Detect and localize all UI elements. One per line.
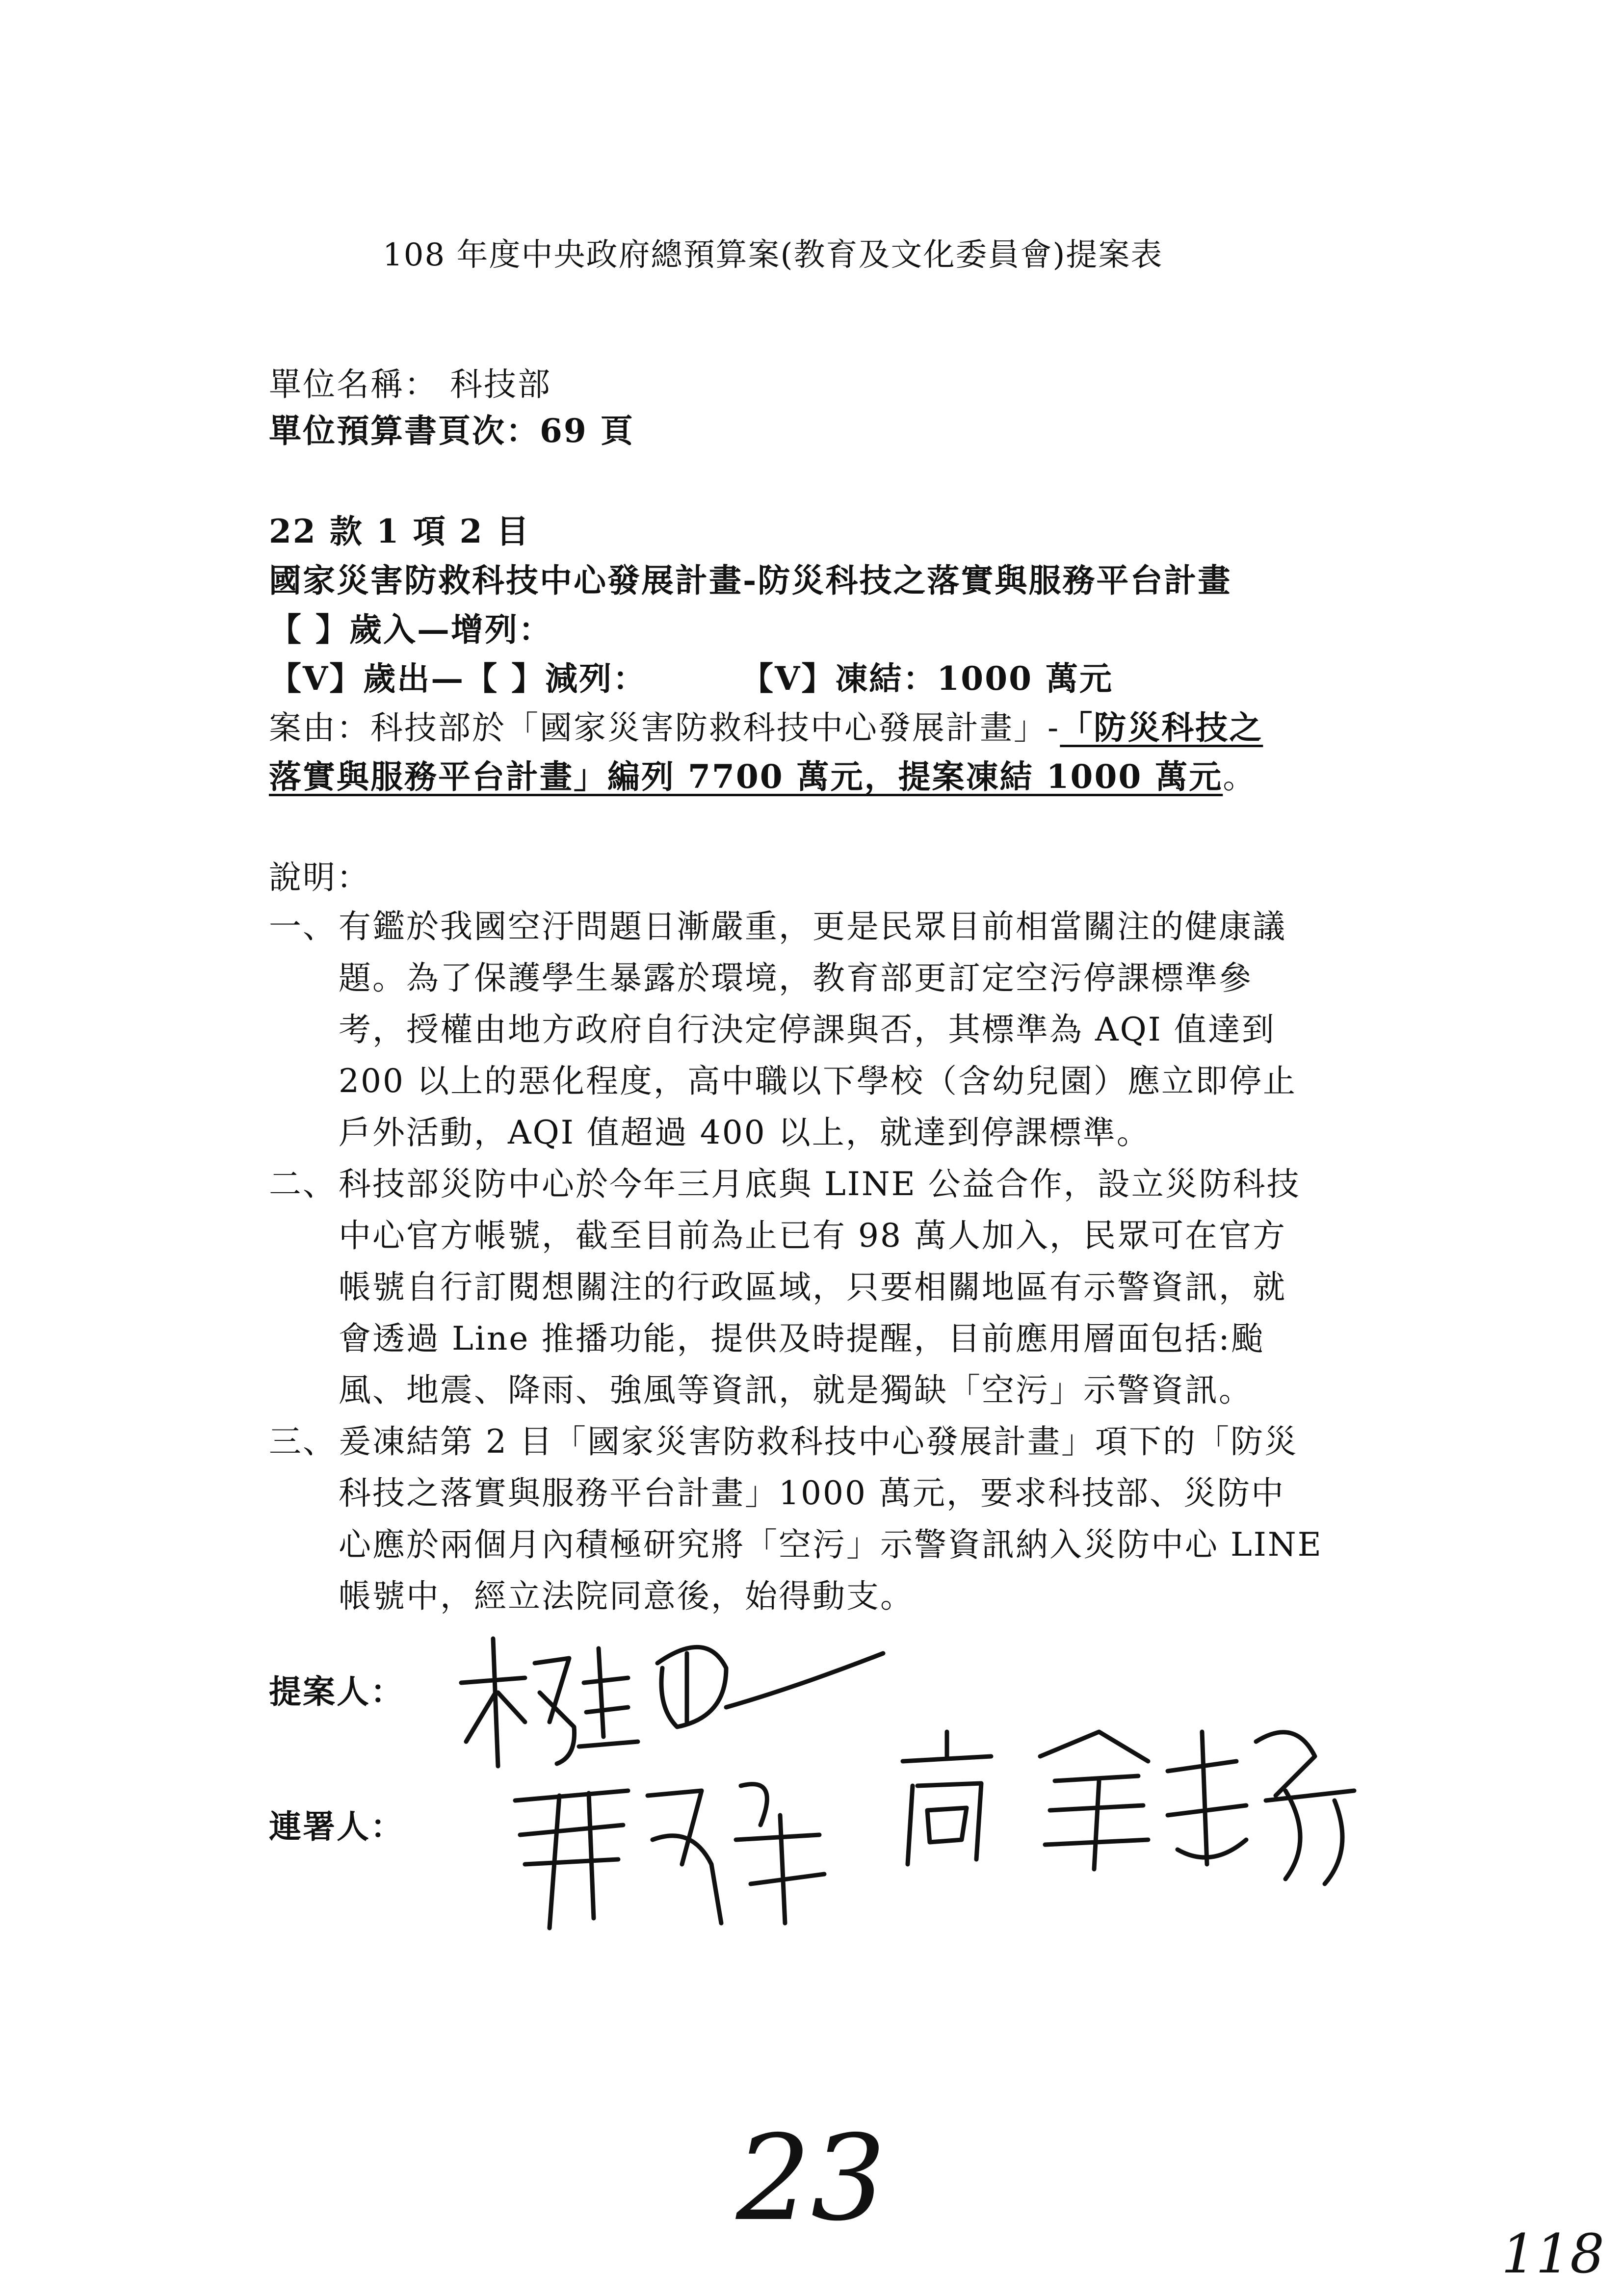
unit-name: 單位名稱： 科技部 <box>269 365 551 403</box>
cosigner-signature-1 <box>505 1766 839 1933</box>
item-number: 一、 <box>269 908 337 945</box>
proposer-signature <box>451 1609 893 1771</box>
corner-number: 118 <box>1501 2222 1604 2285</box>
cosigner-signature-2 <box>893 1702 1364 1894</box>
explanation-heading: 說明： <box>269 859 370 896</box>
item-line: 中心官方帳號，截至目前為止已有 98 萬人加入，民眾可在官方 <box>339 1217 1286 1254</box>
budget-section: 22 款 1 項 2 目 <box>269 512 530 550</box>
item-line: 戶外活動，AQI 值超過 400 以上，就達到停課標準。 <box>339 1114 1151 1151</box>
item-line: 爰凍結第 2 目「國家災害防救科技中心發展計畫」項下的「防災 <box>339 1423 1298 1461</box>
reason-text: 案由：科技部於「國家災害防救科技中心發展計畫」- <box>269 709 1060 747</box>
item-line: 心應於兩個月內積極研究將「空污」示警資訊納入災防中心 LINE <box>339 1526 1323 1564</box>
item-line: 帳號自行訂閱想關注的行政區域，只要相關地區有示警資訊，就 <box>339 1268 1286 1306</box>
revenue-line: 【 】歲入—增列： <box>269 610 552 649</box>
expense-line <box>269 652 1113 699</box>
reason-line-1 <box>269 702 1263 748</box>
expense-freeze: 【V】凍結：1000 萬元 <box>741 659 1114 698</box>
item-line: 風、地震、降雨、強風等資訊，就是獨缺「空污」示警資訊。 <box>339 1371 1253 1409</box>
expense-reduce: 【V】歲出—【 】減列： <box>269 659 647 698</box>
item-line: 200 以上的惡化程度，高中職以下學校（含幼兒園）應立即停止 <box>339 1062 1297 1100</box>
item-line: 會透過 Line 推播功能，提供及時提醒，目前應用層面包括:颱 <box>339 1320 1265 1357</box>
plan-name: 國家災害防救科技中心發展計畫-防災科技之落實與服務平台計畫 <box>269 561 1232 600</box>
item-number: 三、 <box>269 1423 337 1461</box>
page-number: 23 <box>736 2110 886 2247</box>
item-line: 帳號中，經立法院同意後，始得動支。 <box>339 1577 914 1615</box>
reason-emphasis-cont: 落實與服務平台計畫」編列 7700 萬元，提案凍結 1000 萬元 <box>269 757 1223 796</box>
reason-line-2 <box>269 751 1257 797</box>
item-number: 二、 <box>269 1165 337 1203</box>
item-line: 考，授權由地方政府自行決定停課與否，其標準為 AQI 值達到 <box>339 1011 1276 1048</box>
item-line: 有鑑於我國空汙問題日漸嚴重，更是民眾目前相當關注的健康議 <box>339 908 1286 945</box>
reason-end: 。 <box>1223 758 1257 796</box>
item-line: 科技之落實與服務平台計畫」1000 萬元，要求科技部、災防中 <box>339 1474 1285 1512</box>
item-line: 題。為了保護學生暴露於環境，教育部更訂定空污停課標準參 <box>339 959 1253 997</box>
budget-page: 單位預算書頁次：69 頁 <box>269 412 634 450</box>
proposer-label: 提案人： <box>269 1672 404 1711</box>
item-line: 科技部災防中心於今年三月底與 LINE 公益合作，設立災防科技 <box>339 1165 1301 1203</box>
cosigner-label: 連署人： <box>269 1807 404 1846</box>
reason-emphasis: 「防災科技之 <box>1060 708 1263 747</box>
document-title: 108 年度中央政府總預算案(教育及文化委員會)提案表 <box>383 237 1163 273</box>
